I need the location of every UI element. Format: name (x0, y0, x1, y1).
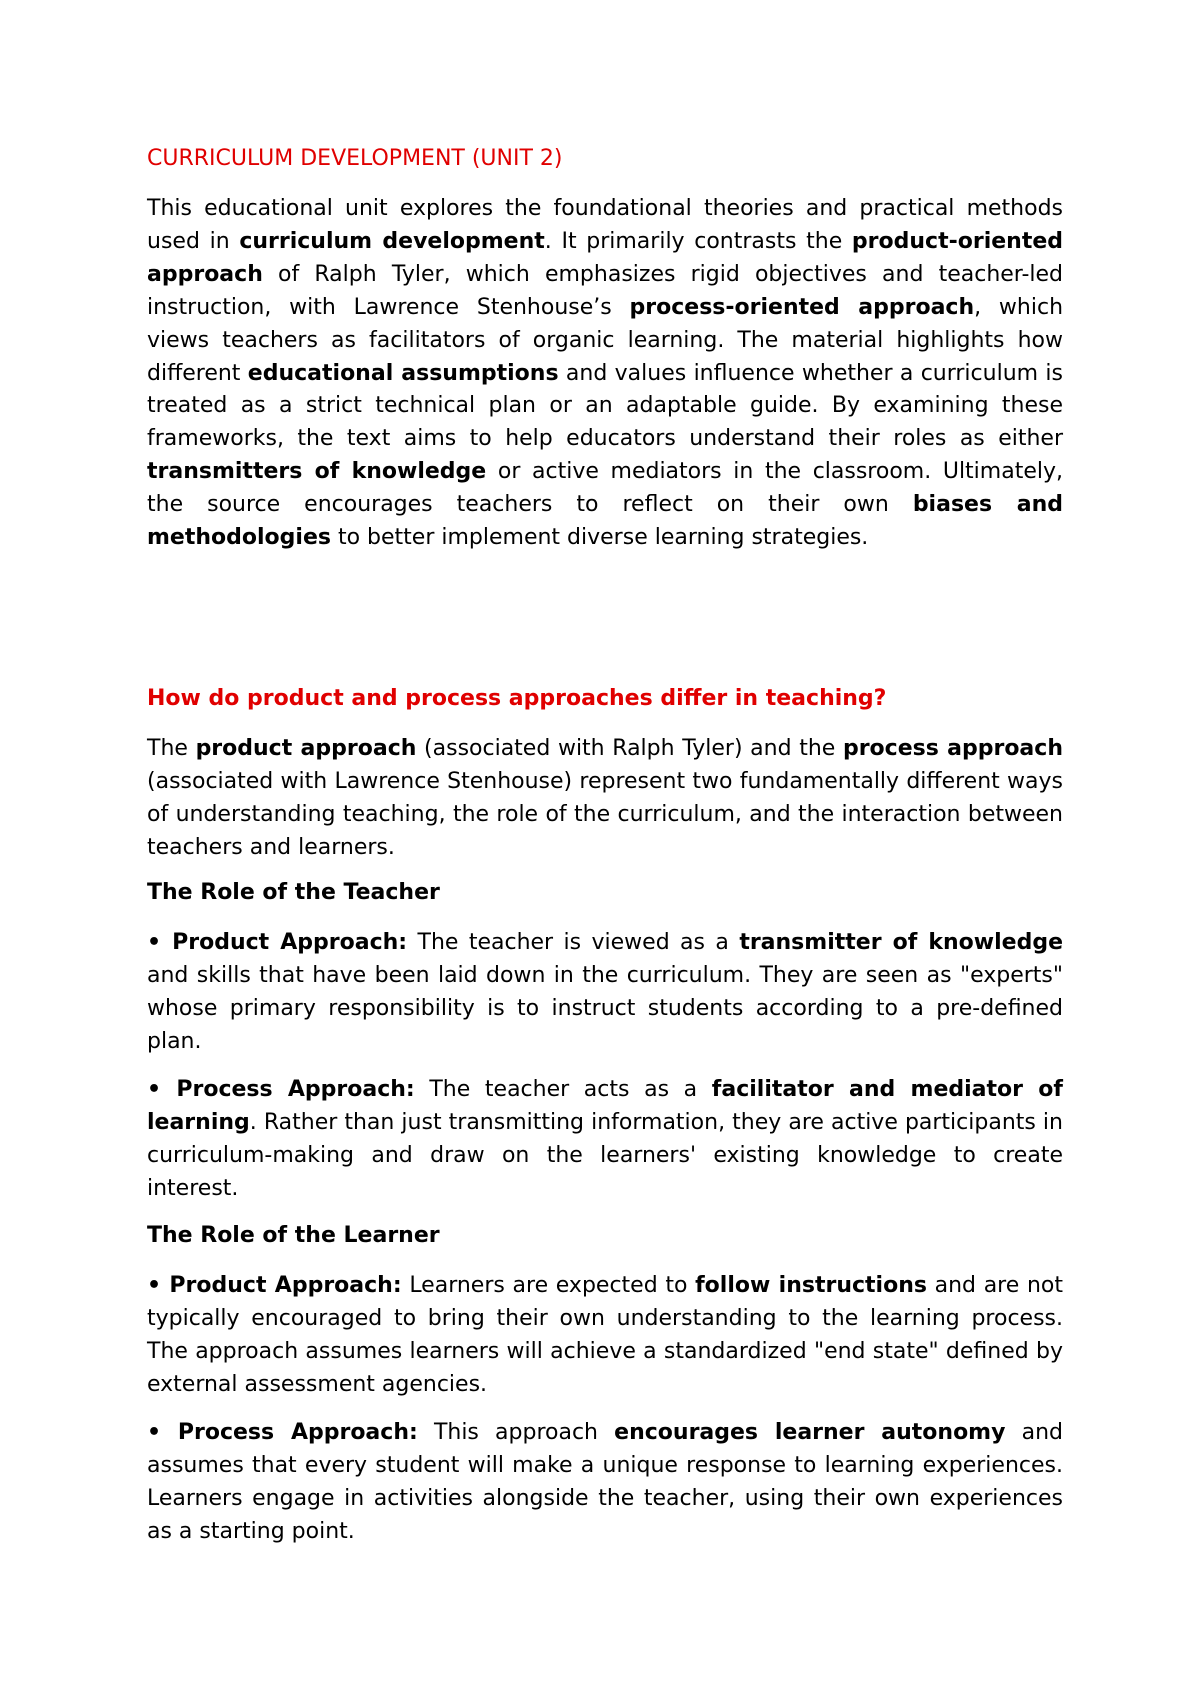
bullet-bold: transmitter of knowledge (739, 930, 1063, 955)
question-heading: How do product and process approaches differ in teaching? (147, 686, 887, 711)
bullet-text-2: and skills that have been laid down in the curriculum. They are seen as "experts" whose primary responsibility is to instruct students according to a pre-defined plan. (147, 962, 1063, 1054)
teacher-process-bullet (147, 1074, 1063, 1206)
bullet-text-2: and are not typically encouraged to bring their own understanding to the learning process. The approach assumes learners will achieve a standardized "end state" defined by external assessment agencies. (147, 1273, 1063, 1397)
intro-bold-6: biases and methodologies (147, 492, 1063, 551)
intro-bold-2: product-oriented approach (147, 228, 1064, 287)
diff-text-1: The (147, 736, 196, 761)
learner-product-bullet (147, 1270, 1063, 1402)
teacher-product-bullet (147, 927, 1063, 1059)
intro-paragraph (147, 193, 1063, 555)
bullet-bold: facilitator and mediator of learning (147, 1077, 1063, 1135)
bullet-text-1: Learners are expected to (401, 1273, 696, 1298)
difference-paragraph (147, 733, 1063, 865)
bullet-label: • Process Approach: (147, 1077, 415, 1102)
bullet-text-1: The teacher acts as a (414, 1077, 712, 1102)
document-title: CURRICULUM DEVELOPMENT (UNIT 2) (147, 146, 563, 171)
intro-text-5: and values influence whether a curriculum is treated as a strict technical plan or an adaptable guide. By examining these frameworks, the text aims to help educators understand their roles as either (147, 360, 1063, 452)
bullet-label: • Product Approach: (147, 930, 408, 955)
learner-role-heading: The Role of the Learner (147, 1223, 440, 1248)
intro-bold-3: process-oriented approach (629, 294, 975, 320)
bullet-text-1: The teacher is viewed as a (407, 930, 740, 955)
intro-text-7: to better implement diverse learning strategies. (330, 525, 869, 551)
intro-bold-1: curriculum development (239, 228, 545, 254)
diff-text-2: (associated with Ralph Tyler) and the (416, 736, 843, 761)
intro-text-4: , which views teachers as facilitators of organic learning. The material highlights how different (147, 294, 1064, 386)
bullet-text-2: and assumes that every student will make a unique response to learning experiences. Learners engage in activities alongside the teacher, using their own experiences as a starting point. (147, 1420, 1063, 1544)
bullet-bold: encourages learner autonomy (614, 1420, 1006, 1445)
bullet-text-2: . Rather than just transmitting information, they are active participants in curriculum-making and draw on the learners' existing knowledge to create interest. (147, 1109, 1063, 1201)
diff-bold-2: process approach (842, 736, 1063, 761)
intro-text-6: or active mediators in the classroom. Ultimately, the source encourages teachers to reflect on their own (147, 459, 1063, 518)
intro-text-2: . It primarily contrasts the (544, 228, 852, 254)
intro-text-1: This educational unit explores the foundational theories and practical methods used in (147, 196, 1063, 254)
learner-process-bullet (147, 1417, 1063, 1549)
bullet-text-1: This approach (417, 1420, 615, 1445)
diff-text-3: (associated with Lawrence Stenhouse) represent two fundamentally different ways of understanding teaching, the role of the curriculum, and the interaction between teachers and learners. (147, 768, 1063, 860)
bullet-bold: follow instructions (695, 1273, 927, 1298)
intro-bold-4: educational assumptions (247, 360, 559, 386)
teacher-role-heading: The Role of the Teacher (147, 880, 440, 905)
diff-bold-1: product approach (195, 736, 417, 761)
bullet-label: • Product Approach: (147, 1273, 402, 1298)
intro-text-3: of Ralph Tyler, which emphasizes rigid objectives and teacher-led instruction, with Lawrence Stenhouse’s (147, 261, 1063, 320)
bullet-label: • Process Approach: (147, 1420, 418, 1445)
intro-bold-5: transmitters of knowledge (147, 459, 487, 485)
